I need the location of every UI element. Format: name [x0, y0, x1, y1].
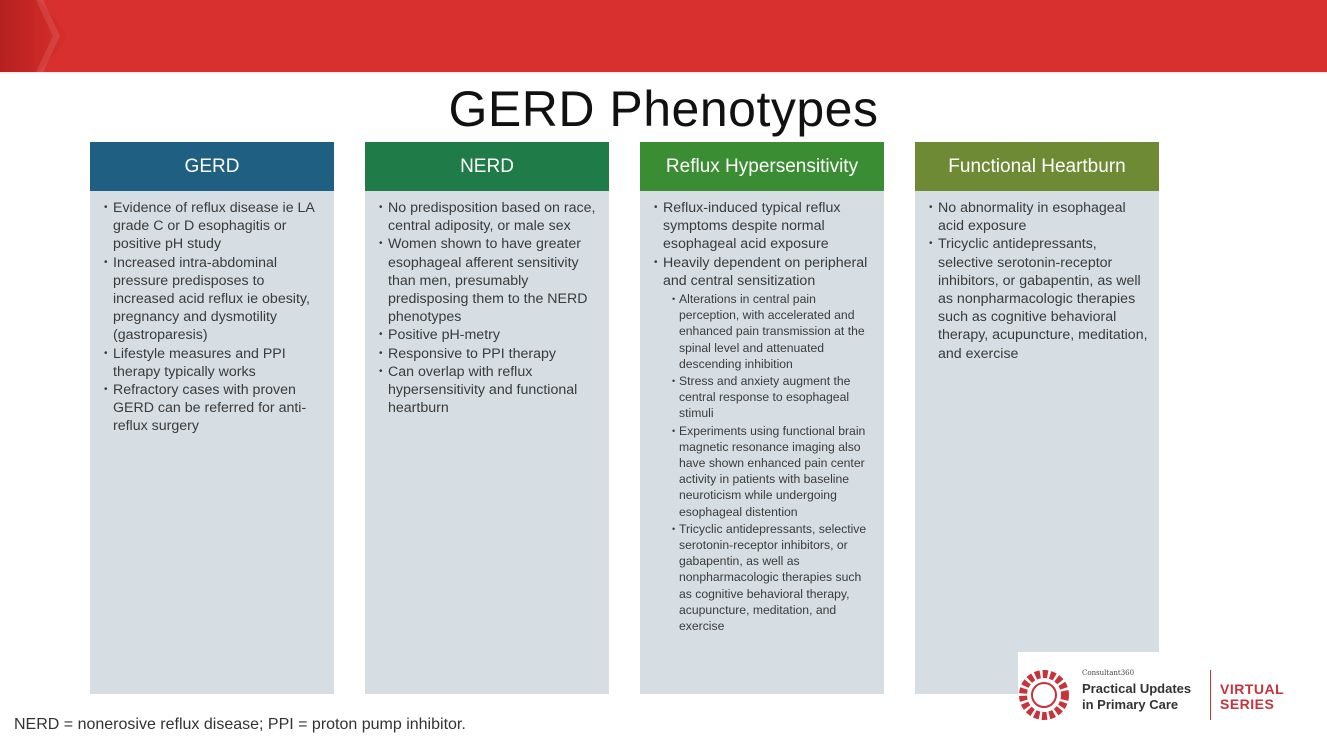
- logo-divider: [1210, 670, 1211, 720]
- bullet-item: • Women shown to have greater esophageal afferent sensitivity than men, presumably predisposing them to the NERD phenotypes: [379, 235, 599, 326]
- column-reflux-hypersensitivity: [640, 142, 884, 694]
- bullet-item: • Tricyclic antidepressants, selective serotonin-receptor inhibitors, or gabapentin, as well as nonpharmacologic therapies such as cognitive behavioral therapy, acupuncture, meditation, and exercise: [929, 235, 1149, 362]
- bullet-item: • Lifestyle measures and PPI therapy typically works: [104, 345, 324, 381]
- logo-brand: Consultant360: [1082, 669, 1135, 677]
- column-body-reflux-hypersensitivity: [640, 191, 884, 634]
- column-body-gerd: [90, 191, 334, 436]
- ring-logo-icon: [1018, 669, 1070, 721]
- bullet-item: • Evidence of reflux disease ie LA grade C or D esophagitis or positive pH study: [104, 199, 324, 254]
- bullet-list: [654, 199, 874, 634]
- logo-title-line2: in Primary Care: [1082, 697, 1179, 712]
- column-header-reflux-hypersensitivity: Reflux Hypersensitivity: [640, 142, 884, 191]
- sub-bullet-item: • Alterations in central pain perception, with accelerated and enhanced pain transmission at the spinal level and attenuated descending inhibition: [672, 291, 874, 372]
- column-gerd: [90, 142, 334, 694]
- bullet-list: [379, 199, 599, 417]
- logo-title-line1: Practical Updates: [1082, 681, 1192, 696]
- top-banner: [0, 0, 1327, 72]
- bullet-list: [104, 199, 324, 436]
- bullet-item: • Can overlap with reflux hypersensitivity and functional heartburn: [379, 363, 599, 418]
- sub-bullet-item: • Experiments using functional brain magnetic resonance imaging also have shown enhanced pain center activity in patients with baseline neuroticism while undergoing esophageal distention: [672, 423, 874, 520]
- sub-bullet-list: [663, 291, 874, 634]
- column-body-nerd: [365, 191, 609, 417]
- bullet-text: Heavily dependent on peripheral and central sensitization: [663, 254, 868, 289]
- column-header-nerd: NERD: [365, 142, 609, 191]
- column-body-functional-heartburn: [915, 191, 1159, 363]
- bullet-item: • No predisposition based on race, central adiposity, or male sex: [379, 199, 599, 235]
- bullet-item: • Refractory cases with proven GERD can be referred for anti-reflux surgery: [104, 381, 324, 436]
- bullet-item: • No abnormality in esophageal acid exposure: [929, 199, 1149, 235]
- bullet-text: Reflux-induced typical reflux symptoms despite normal esophageal acid exposure: [663, 200, 841, 253]
- footnote: NERD = nonerosive reflux disease; PPI = proton pump inhibitor.: [14, 716, 466, 733]
- bullet-item: [654, 199, 874, 254]
- sub-bullet-item: • Tricyclic antidepressants, selective serotonin-receptor inhibitors, or gabapentin, as well as nonpharmacologic therapies such as cognitive behavioral therapy, acupuncture, meditation, and exercise: [672, 521, 874, 634]
- slide-title: GERD Phenotypes: [448, 81, 879, 137]
- column-functional-heartburn: [915, 142, 1159, 694]
- bullet-item: • Increased intra-abdominal pressure predisposes to increased acid reflux ie obesity, pregnancy and dysmotility (gastroparesis): [104, 254, 324, 345]
- logo-virtual-label: VIRTUAL: [1220, 681, 1285, 697]
- logo-series-label: SERIES: [1220, 696, 1275, 712]
- bullet-item: [654, 254, 874, 635]
- bullet-item: • Responsive to PPI therapy: [379, 345, 599, 363]
- column-header-gerd: GERD: [90, 142, 334, 191]
- series-logo: [1018, 652, 1308, 742]
- sub-bullet-item: • Stress and anxiety augment the central response to esophageal stimuli: [672, 373, 874, 422]
- column-header-functional-heartburn: Functional Heartburn: [915, 142, 1159, 191]
- banner-shadow: [0, 72, 1327, 75]
- bullet-list: [929, 199, 1149, 363]
- column-nerd: [365, 142, 609, 694]
- bullet-item: • Positive pH-metry: [379, 326, 599, 344]
